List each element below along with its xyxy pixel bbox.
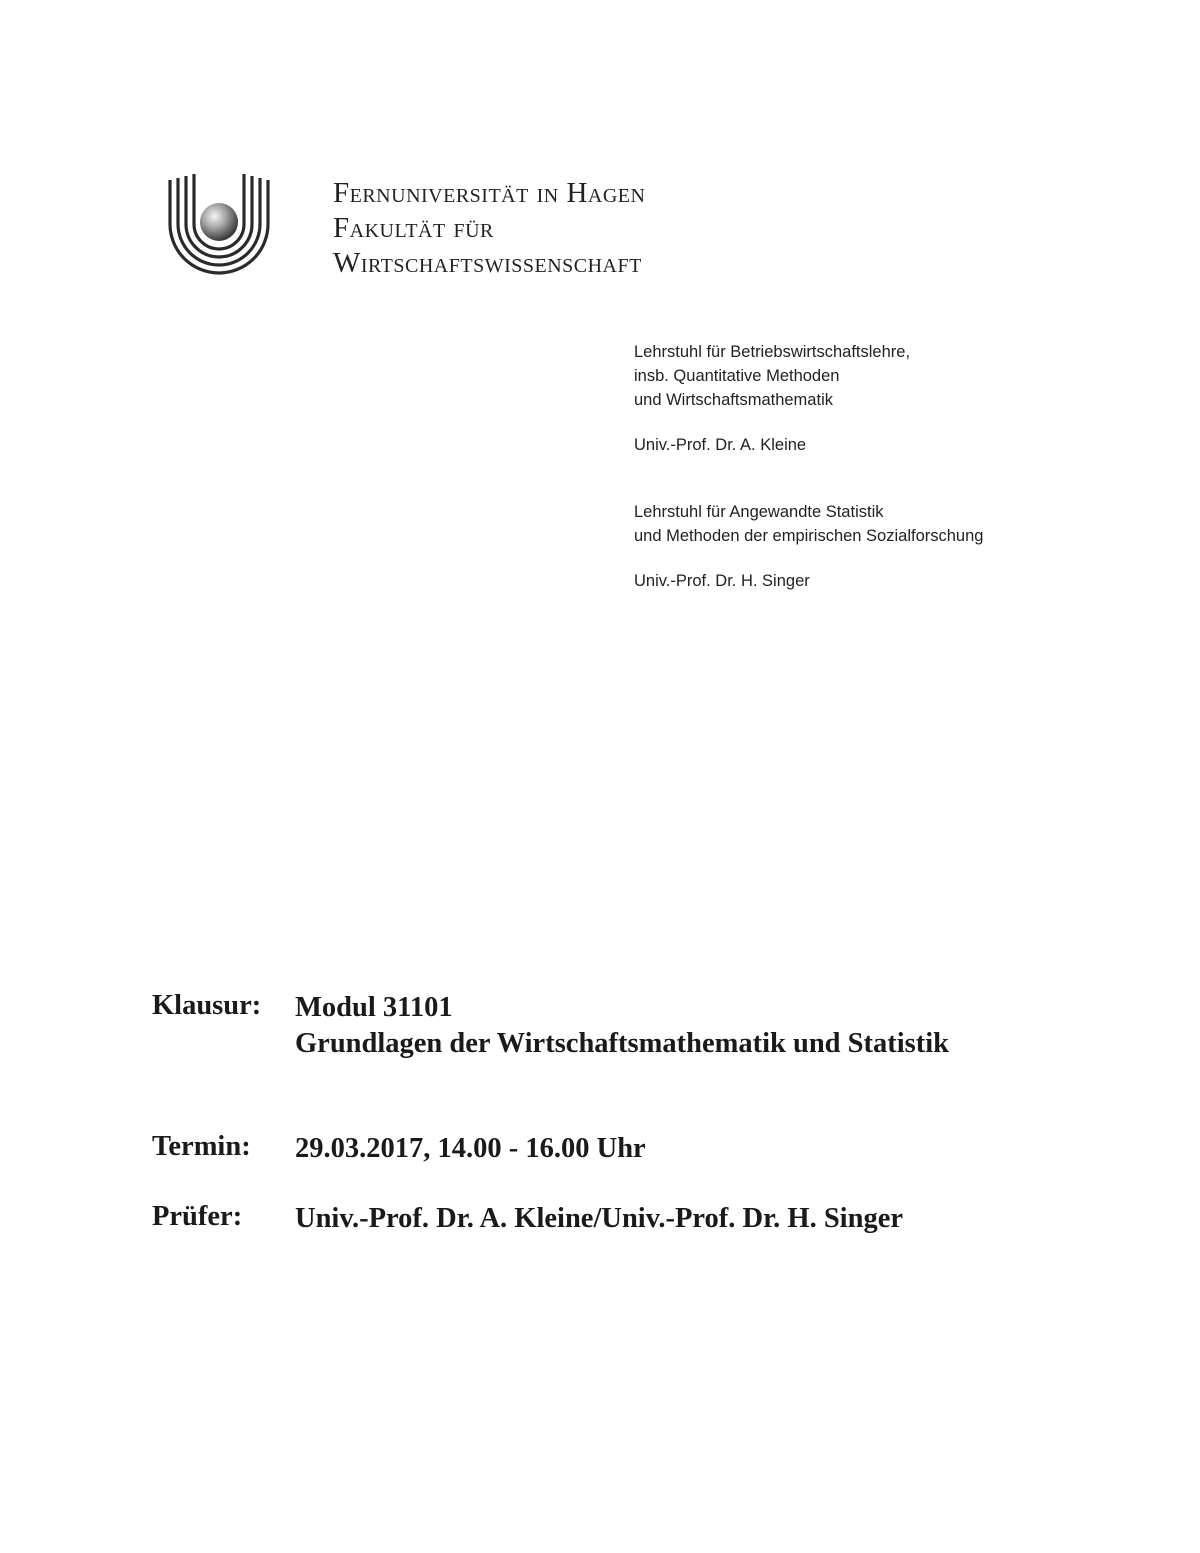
exam-info bbox=[152, 990, 949, 1237]
pruefer-value bbox=[295, 1201, 903, 1237]
fernuni-hagen-logo-icon bbox=[162, 172, 276, 280]
termin-value bbox=[295, 1131, 646, 1167]
university-name: Fernuniversität in Hagen bbox=[333, 177, 646, 209]
module-title: Grundlagen der Wirtschaftsmathematik und Statistik bbox=[295, 1028, 949, 1059]
termin-row bbox=[152, 1131, 949, 1167]
chair-line: Lehrstuhl für Betriebswirtschaftslehre, bbox=[634, 343, 911, 361]
faculty-line-2: Wirtschaftswissenschaft bbox=[333, 247, 642, 279]
klausur-row bbox=[152, 990, 949, 1062]
module-number: Modul 31101 bbox=[295, 992, 453, 1023]
chair-line: Lehrstuhl für Angewandte Statistik bbox=[634, 503, 884, 521]
chair-line: und Wirtschaftsmathematik bbox=[634, 391, 833, 409]
faculty-header bbox=[333, 176, 645, 281]
termin-text: 29.03.2017, 14.00 - 16.00 Uhr bbox=[295, 1133, 646, 1164]
termin-label: Termin: bbox=[152, 1131, 251, 1162]
chair-line: und Methoden der empirischen Sozialforschung bbox=[634, 527, 984, 545]
chair-professor: Univ.-Prof. Dr. H. Singer bbox=[634, 572, 810, 590]
pruefer-label: Prüfer: bbox=[152, 1201, 243, 1232]
chair-singer bbox=[634, 500, 983, 593]
chair-kleine bbox=[634, 340, 983, 457]
chair-line: insb. Quantitative Methoden bbox=[634, 367, 840, 385]
klausur-label: Klausur: bbox=[152, 990, 262, 1021]
pruefer-row bbox=[152, 1201, 949, 1237]
chairs-block bbox=[634, 340, 983, 593]
pruefer-text: Univ.-Prof. Dr. A. Kleine/Univ.-Prof. Dr. H. Singer bbox=[295, 1203, 904, 1234]
klausur-value bbox=[295, 990, 949, 1062]
faculty-line-1: Fakultät für bbox=[333, 212, 494, 244]
chair-professor: Univ.-Prof. Dr. A. Kleine bbox=[634, 436, 807, 454]
